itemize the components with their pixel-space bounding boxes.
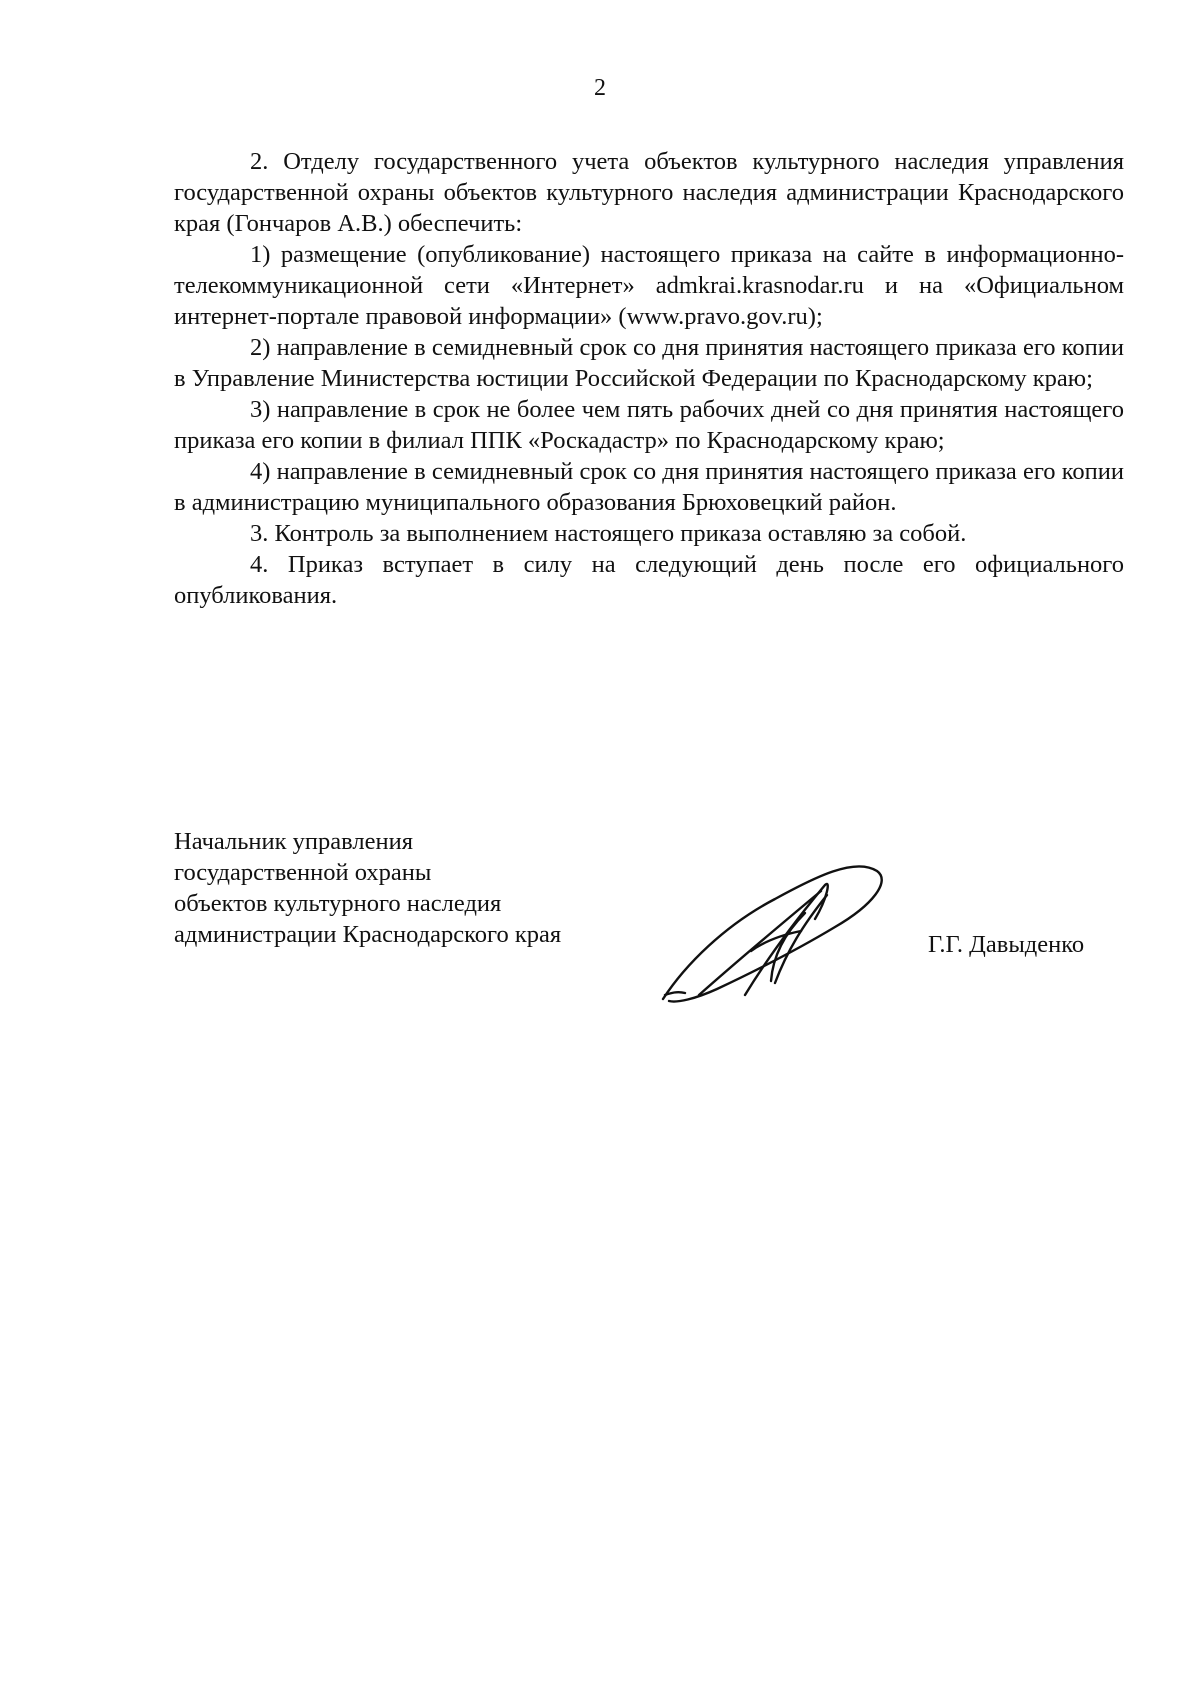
- paragraph-subitem-1: 1) размещение (опубликование) настоящего приказа на сайте в информационно-телекоммуникационной сети «Интернет» admkrai.krasnodar.ru и на «Официальном интернет-портале правовой информации» (www.pravo.gov.ru);: [174, 241, 1124, 330]
- paragraph-item-4: 4. Приказ вступает в силу на следующий день после его официального опубликования.: [174, 551, 1124, 609]
- signer-position-line: Начальник управления: [174, 828, 413, 855]
- signer-position-line: государственной охраны: [174, 859, 432, 886]
- paragraph-item-3: 3. Контроль за выполнением настоящего приказа оставляю за собой.: [250, 520, 967, 547]
- paragraph-item-2: 2. Отделу государственного учета объектов культурного наследия управления государственной охраны объектов культурного наследия администрации Краснодарского края (Гончаров А.В.) обеспечить:: [174, 148, 1124, 237]
- paragraph-subitem-3: 3) направление в срок не более чем пять рабочих дней со дня принятия настоящего приказа его копии в филиал ППК «Роскадастр» по Краснодарскому краю;: [174, 396, 1124, 454]
- signer-position-line: администрации Краснодарского края: [174, 921, 562, 948]
- page-number: 2: [594, 75, 606, 101]
- signer-name: Г.Г. Давыденко: [928, 931, 1085, 958]
- signer-position-line: объектов культурного наследия: [174, 890, 502, 917]
- handwritten-signature: [655, 855, 895, 1005]
- paragraph-subitem-2: 2) направление в семидневный срок со дня принятия настоящего приказа его копии в Управление Министерства юстиции Российской Федерации по Краснодарскому краю;: [174, 334, 1124, 392]
- paragraph-subitem-4: 4) направление в семидневный срок со дня принятия настоящего приказа его копии в администрацию муниципального образования Брюховецкий район.: [174, 458, 1124, 516]
- signer-position: [174, 826, 694, 950]
- document-body: [174, 146, 1124, 611]
